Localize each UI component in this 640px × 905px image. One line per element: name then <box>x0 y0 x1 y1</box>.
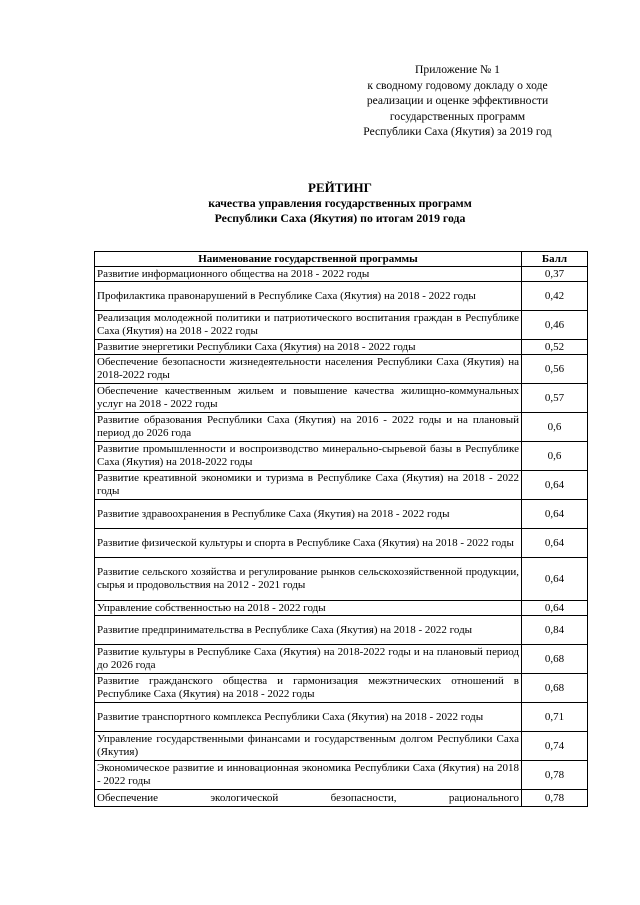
table-row <box>95 311 588 340</box>
program-score: 0,78 <box>522 790 588 807</box>
table-row <box>95 761 588 790</box>
program-score: 0,78 <box>522 761 588 790</box>
table-row <box>95 471 588 500</box>
program-name: Реализация молодежной политики и патриотического воспитания граждан в Республике Саха (Якутия) на 2018 - 2022 годы <box>95 311 522 340</box>
program-score: 0,68 <box>522 645 588 674</box>
program-score: 0,64 <box>522 558 588 601</box>
program-name: Развитие информационного общества на 2018 - 2022 годы <box>95 267 522 282</box>
program-score: 0,6 <box>522 442 588 471</box>
document-subtitle: качества управления государственных программ <box>208 196 472 210</box>
appendix-line: Приложение № 1 <box>415 63 500 76</box>
table-row <box>95 558 588 601</box>
table-row <box>95 645 588 674</box>
table-row <box>95 355 588 384</box>
program-name: Экономическое развитие и инновационная экономика Республики Саха (Якутия) на 2018 - 2022 годы <box>95 761 522 790</box>
program-name: Развитие транспортного комплекса Республики Саха (Якутия) на 2018 - 2022 годы <box>95 703 522 732</box>
program-name: Управление собственностью на 2018 - 2022 годы <box>95 601 522 616</box>
program-score: 0,56 <box>522 355 588 384</box>
program-name: Обеспечение качественным жильем и повышение качества жилищно-коммунальных услуг на 2018 - 2022 годы <box>95 384 522 413</box>
column-header-score: Балл <box>522 252 588 267</box>
program-name: Развитие промышленности и воспроизводство минерально-сырьевой базы в Республике Саха (Якутия) на 2018-2022 годы <box>95 442 522 471</box>
table-row <box>95 384 588 413</box>
program-score: 0,64 <box>522 500 588 529</box>
program-name: Развитие креативной экономики и туризма в Республике Саха (Якутия) на 2018 - 2022 годы <box>95 471 522 500</box>
table-row <box>95 601 588 616</box>
table-row <box>95 413 588 442</box>
program-score: 0,57 <box>522 384 588 413</box>
appendix-line: реализации и оценке эффективности <box>366 94 549 107</box>
appendix-line: к сводному годовому докладу о ходе <box>367 78 548 92</box>
program-name: Развитие гражданского общества и гармонизация межэтнических отношений в Республике Саха (Якутия) на 2018 - 2022 годы <box>95 674 522 703</box>
program-score: 0,64 <box>522 601 588 616</box>
table-row <box>95 616 588 645</box>
program-name: Развитие физической культуры и спорта в Республике Саха (Якутия) на 2018 - 2022 годы <box>95 529 522 558</box>
table-row <box>95 529 588 558</box>
document-title: РЕЙТИНГ <box>308 180 372 195</box>
program-score: 0,64 <box>522 471 588 500</box>
program-score: 0,84 <box>522 616 588 645</box>
program-name: Управление государственными финансами и государственным долгом Республики Саха (Якутия) <box>95 732 522 761</box>
program-score: 0,46 <box>522 311 588 340</box>
program-score: 0,6 <box>522 413 588 442</box>
program-name: Развитие культуры в Республике Саха (Якутия) на 2018-2022 годы и на плановый период до 2026 года <box>95 645 522 674</box>
program-score: 0,37 <box>522 267 588 282</box>
program-score: 0,52 <box>522 340 588 355</box>
program-score: 0,42 <box>522 282 588 311</box>
program-name: Обеспечение экологической безопасности, рационального <box>95 790 522 807</box>
table-row <box>95 732 588 761</box>
program-name: Развитие здравоохранения в Республике Саха (Якутия) на 2018 - 2022 годы <box>95 500 522 529</box>
program-score: 0,64 <box>522 529 588 558</box>
appendix-note <box>335 62 580 140</box>
appendix-line: государственных программ <box>389 109 526 123</box>
program-score: 0,71 <box>522 703 588 732</box>
table-row <box>95 500 588 529</box>
program-name: Обеспечение безопасности жизнедеятельности населения Республики Саха (Якутия) на 2018-2022 годы <box>95 355 522 384</box>
document-heading <box>140 180 540 226</box>
program-name: Развитие сельского хозяйства и регулирование рынков сельскохозяйственной продукции, сырья и продовольствия на 2012 - 2021 годы <box>95 558 522 601</box>
table-row <box>95 442 588 471</box>
document-subtitle: Республики Саха (Якутия) по итогам 2019 года <box>214 211 466 225</box>
program-name: Развитие образования Республики Саха (Якутия) на 2016 - 2022 годы и на плановый период до 2026 года <box>95 413 522 442</box>
table-row <box>95 703 588 732</box>
program-score: 0,74 <box>522 732 588 761</box>
program-name: Профилактика правонарушений в Республике Саха (Якутия) на 2018 - 2022 годы <box>95 282 522 311</box>
table-header-row <box>95 252 588 267</box>
table-row <box>95 674 588 703</box>
program-name: Развитие предпринимательства в Республике Саха (Якутия) на 2018 - 2022 годы <box>95 616 522 645</box>
appendix-line: Республики Саха (Якутия) за 2019 год <box>363 125 552 138</box>
table-row <box>95 790 588 807</box>
program-name: Развитие энергетики Республики Саха (Якутия) на 2018 - 2022 годы <box>95 340 522 355</box>
program-score: 0,68 <box>522 674 588 703</box>
table-row <box>95 267 588 282</box>
table-row <box>95 340 588 355</box>
table-row <box>95 282 588 311</box>
column-header-program: Наименование государственной программы <box>95 252 522 267</box>
rating-table <box>94 251 588 807</box>
